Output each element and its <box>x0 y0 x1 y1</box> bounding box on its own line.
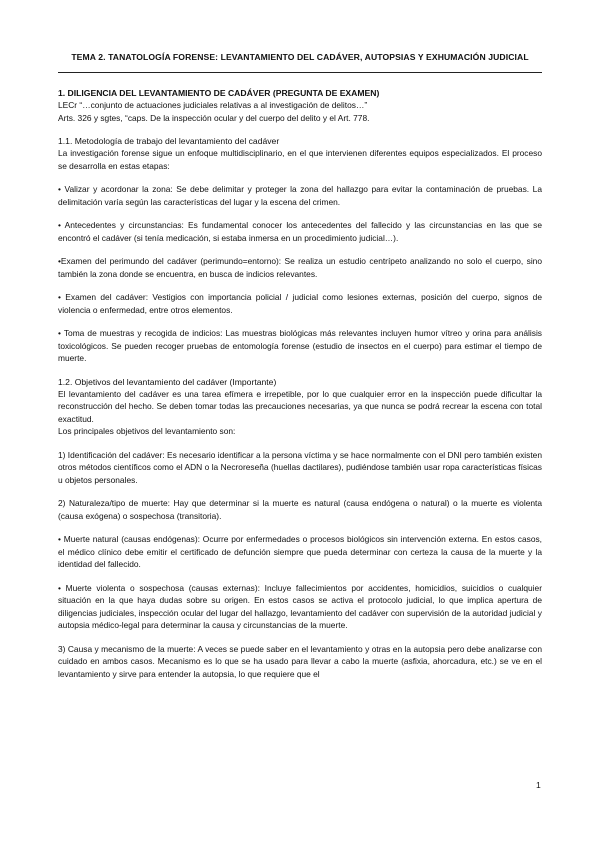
section-1-1-heading: 1.1. Metodología de trabajo del levantamiento del cadáver <box>58 136 280 146</box>
section-1-line-1: LECr “…conjunto de actuaciones judiciales relativas a al investigación de delitos…” <box>58 100 368 110</box>
objective-naturaleza: 2) Naturaleza/tipo de muerte: Hay que determinar si la muerte es natural (causa endógena o natural) o la muerte es violenta (causa exógena) o sospechosa (transitoria). <box>58 498 542 521</box>
page-number: 1 <box>536 780 541 790</box>
bullet-perimundo: •Examen del perimundo del cadáver (perimundo=entorno): Se realiza un estudio centrípeto analizando no solo el cuerpo, sino también la zona donde se encuentra, en busca de indicios relevantes. <box>58 256 542 279</box>
objective-causa-mecanismo: 3) Causa y mecanismo de la muerte: A veces se puede saber en el levantamiento y otras en la autopsia pero debe analizarse con cuidado en ambos casos. Mecanismo es lo que se ha usado para llevar a cabo la muerte (asfixia, ahorcadura, etc.) se ve en el levantamiento y sirve para entender la autopsia, lo que requiere que el <box>58 643 542 679</box>
document-title: TEMA 2. TANATOLOGÍA FORENSE: LEVANTAMIENTO DEL CADÁVER, AUTOPSIAS Y EXHUMACIÓN JUDICIAL <box>71 52 529 62</box>
section-1-1-intro: La investigación forense sigue un enfoque multidisciplinario, en el que intervienen diferentes equipos especializados. El proceso se desarrolla en estas etapas: <box>58 148 542 171</box>
section-1-line-2: Arts. 326 y sgtes, “caps. De la inspección ocular y del cuerpo del delito y el Art. 778. <box>58 112 370 123</box>
bullet-antecedentes: • Antecedentes y circunstancias: Es fundamental conocer los antecedentes del fallecido y las circunstancias en las que se encontró el cadáver (si tenía medicación, si estaba inmersa en un procedimiento judicial…). <box>58 220 542 243</box>
bullet-valizar: • Valizar y acordonar la zona: Se debe delimitar y proteger la zona del hallazgo para evitar la contaminación de pruebas. La delimitación varía según las características del lugar y la escena del crimen. <box>58 184 542 207</box>
bullet-muerte-violenta: • Muerte violenta o sospechosa (causas externas): Incluye fallecimientos por accidentes, homicidios, suicidios o cualquier situación en la que haya dudas sobre su origen. En estos casos se activa el protocolo judicial, lo que implica apertura de diligencias judiciales, inspección ocular del lugar del hallazgo, levantamiento del cadáver con supervisión de la autoridad judicial y autopsia médico-legal para determinar la causa y circunstancias de la muerte. <box>58 582 542 630</box>
title-divider <box>58 72 542 73</box>
section-1-2-intro: El levantamiento del cadáver es una tarea efímera e irrepetible, por lo que cualquier error en la inspección puede dificultar la reconstrucción del hecho. Se deben tomar todas las precauciones necesarias, ya que nunca se podrá recrear la escena con total exactitud. <box>58 388 542 424</box>
section-1-2-heading: 1.2. Objetivos del levantamiento del cadáver (Importante) <box>58 376 277 387</box>
section-1-heading: 1. DILIGENCIA DEL LEVANTAMIENTO DE CADÁVER (PREGUNTA DE EXAMEN) <box>58 88 380 98</box>
bullet-muerte-natural: • Muerte natural (causas endógenas): Ocurre por enfermedades o procesos biológicos sin intervención externa. En estos casos, el médico clínico debe emitir el certificado de defunción siempre que pueda determinar con certeza la causa de la muerte y la identidad del fallecido. <box>58 534 542 569</box>
objective-identificacion: 1) Identificación del cadáver: Es necesario identificar a la persona víctima y se hace normalmente con el DNI pero también existen otros métodos científicos como el ADN o la Necroreseña (huellas dactilares), pudiéndose también usar ropa características físicas u objetos personales. <box>58 449 542 485</box>
document-page <box>58 52 542 680</box>
section-1-2-intro-2: Los principales objetivos del levantamiento son: <box>58 426 236 436</box>
bullet-examen-cadaver: • Examen del cadáver: Vestigios con importancia policial / judicial como lesiones externas, posición del cuerpo, signos de violencia o enfermedad, entre otros elementos. <box>58 292 542 315</box>
bullet-toma-muestras: • Toma de muestras y recogida de indicios: Las muestras biológicas más relevantes incluyen humor vítreo y orina para análisis toxicológicos. Se pueden recoger pruebas de entomología forense (estudio de insectos en el cuerpo) para estimar el tiempo de muerte. <box>58 328 542 363</box>
